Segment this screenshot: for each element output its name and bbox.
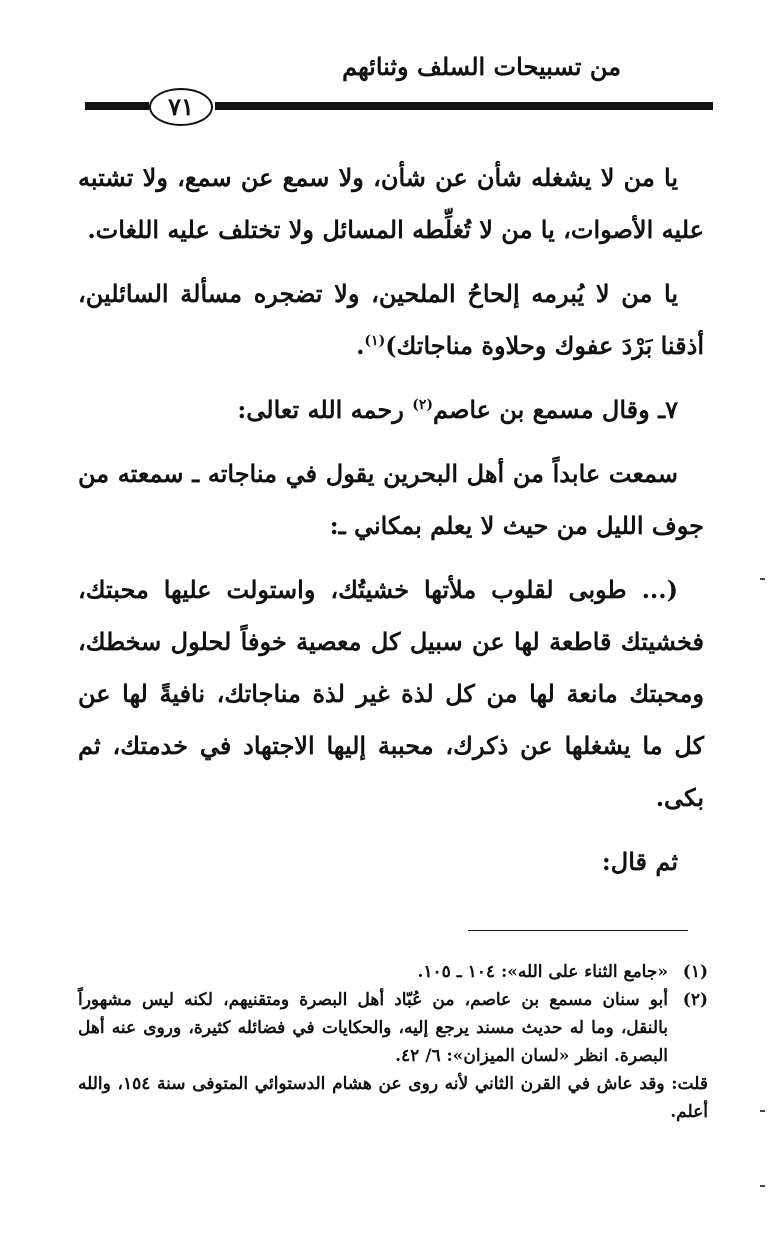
footnote-2-number: (٢) bbox=[682, 990, 708, 1010]
paragraph-6-text: ثم قال: bbox=[601, 847, 678, 876]
footnote-1 bbox=[78, 958, 708, 986]
margin-mark bbox=[760, 1185, 765, 1187]
paragraph-2 bbox=[78, 268, 704, 372]
footnote-2-continuation: قلت: وقد عاش في القرن الثاني لأنه روى عن هشام الدستوائي المتوفى سنة ١٥٤، والله أعلم. bbox=[78, 1074, 708, 1122]
margin-mark bbox=[760, 578, 765, 580]
footnotes bbox=[78, 958, 708, 1126]
header-rule-left bbox=[85, 102, 149, 110]
paragraph-5 bbox=[78, 564, 704, 824]
margin-mark bbox=[760, 1110, 765, 1112]
paragraph-3 bbox=[78, 384, 704, 436]
paragraph-1-text: يا من لا يشغله شأن عن شأن، ولا سمع عن سمع، ولا تشتبه عليه الأصوات، يا من لا تُغلِّطه المسائل ولا تختلف عليه اللغات. bbox=[78, 163, 704, 244]
running-title: من تسبيحات السلف وثنائهم bbox=[342, 52, 621, 81]
paragraph-3-end: رحمه الله تعالى: bbox=[237, 395, 413, 424]
paragraph-2-end: . bbox=[356, 331, 365, 360]
header-rule-right bbox=[215, 102, 713, 110]
footnote-separator bbox=[468, 930, 688, 931]
paragraph-5-text: (... طوبى لقلوب ملأتها خشيتُك، واستولت عليها محبتك، فخشيتك قاطعة لها عن سبيل كل معصية خوفاً لحلول سخطك، ومحبتك مانعة لها من كل لذة غير لذة مناجاتك، نافيةً لها عن كل ما يشغلها عن ذكرك، محببة إليها الاجتهاد في خدمتك، ثم بكى. bbox=[78, 575, 704, 812]
page-number: ٧١ bbox=[149, 88, 213, 126]
paragraph-4-text: سمعت عابداً من أهل البحرين يقول في مناجاته ـ سمعته من جوف الليل من حيث لا يعلم بمكاني ـ: bbox=[78, 459, 704, 540]
footnote-2-text: أبو سنان مسمع بن عاصم، من عُبّاد أهل البصرة ومتقنيهم، لكنه ليس مشهوراً بالنقل، وما له حديث مسند يرجع إليه، والحكايات في فضائله كثيرة، وروى عنه أهل البصرة. انظر «لسان الميزان»: ٦/ ٤٢. bbox=[78, 990, 668, 1066]
footnote-1-text: «جامع الثناء على الله»: ١٠٤ ـ ١٠٥. bbox=[417, 962, 668, 982]
paragraph-3-text: ٧ـ وقال مسمع بن عاصم bbox=[432, 395, 678, 424]
paragraph-4 bbox=[78, 448, 704, 552]
paragraph-1 bbox=[78, 152, 704, 256]
footnote-2 bbox=[78, 986, 708, 1070]
paragraph-6 bbox=[78, 836, 704, 888]
header-rule bbox=[85, 88, 713, 128]
paragraph-2-text: يا من لا يُبرمه إلحاحُ الملحين، ولا تضجره مسألة السائلين، أذقنا بَرْدَ عفوك وحلاوة مناجاتك) bbox=[78, 279, 704, 360]
footnote-ref-2: (٢) bbox=[412, 397, 433, 413]
footnote-ref-1: (١) bbox=[364, 333, 386, 349]
footnote-1-number: (١) bbox=[682, 962, 708, 982]
main-text bbox=[78, 152, 704, 900]
